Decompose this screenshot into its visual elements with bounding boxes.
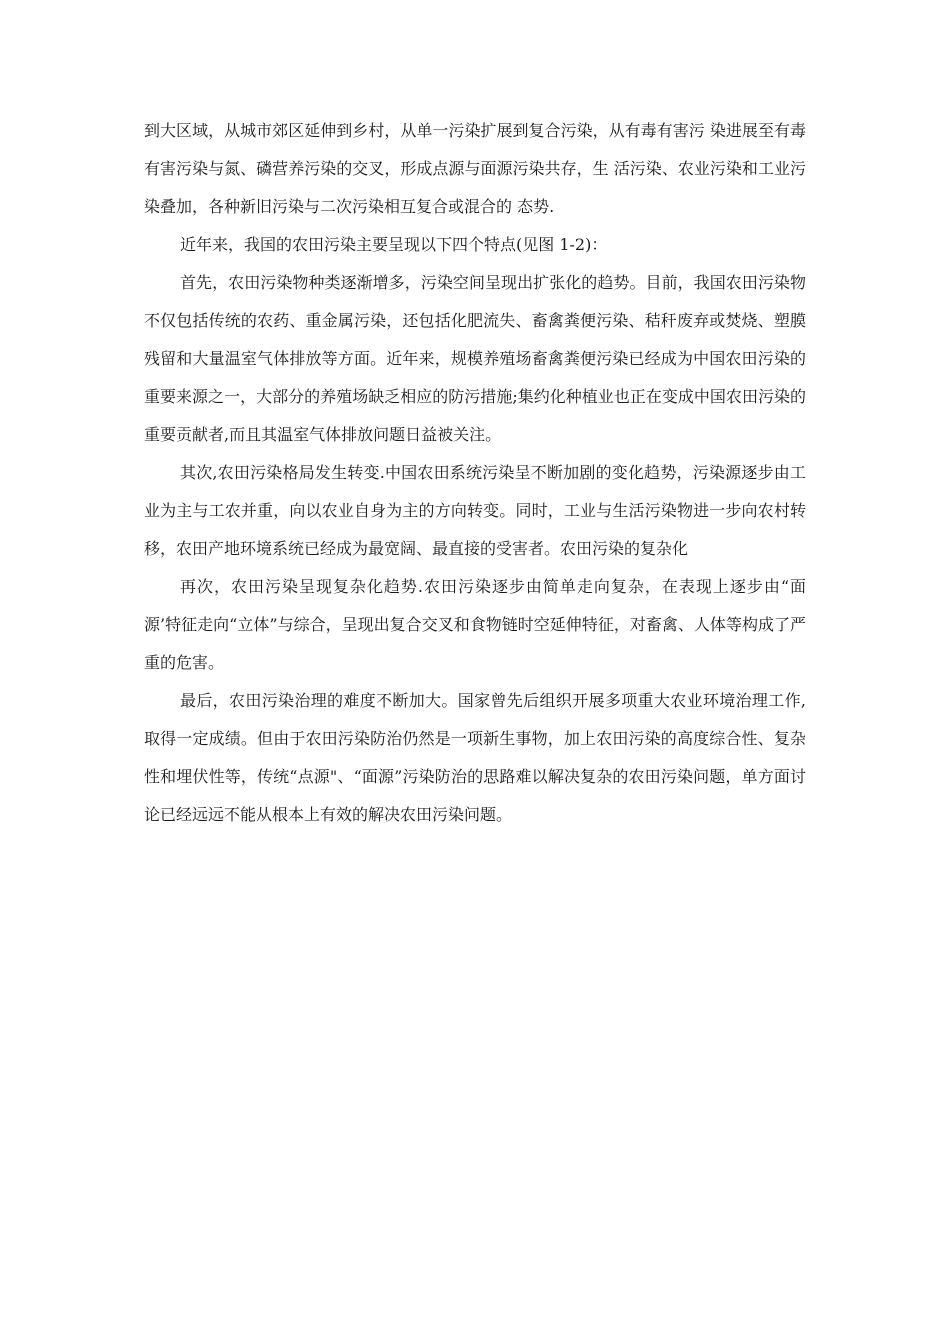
document-body <box>144 112 806 834</box>
paragraph-first-feature: 首先，农田污染物种类逐渐增多，污染空间呈现出扩张化的趋势。目前，我国农田污染物不仅包括传统的农药、重金属污染，还包括化肥流失、畜禽粪便污染、秸秆废弃或焚烧、塑膜残留和大量温室气体排放等方面。近年来，规模养殖场畜禽粪便污染已经成为中国农田污染的重要来源之一，大部分的养殖场缺乏相应的防污措施;集约化种植业也正在变成中国农田污染的重要贡献者,而且其温室气体排放问题日益被关注。 <box>144 273 806 444</box>
paragraph-intro-four-features: 近年来，我国的农田污染主要呈现以下四个特点(见图 1-2)： <box>180 235 608 254</box>
paragraph-third-feature: 再次，农田污染呈现复杂化趋势.农田污染逐步由简单走向复杂，在表现上逐步由“面源’特征走向“立体”与综合，呈现出复合交叉和食物链时空延伸特征，对畜禽、人体等构成了严重的危害。 <box>144 577 806 672</box>
paragraph-fourth-feature: 最后，农田污染治理的难度不断加大。国家曾先后组织开展多项重大农业环境治理工作,取得一定成绩。但由于农田污染防治仍然是一项新生事物，加上农田污染的高度综合性、复杂性和埋伏性等，传统“点源"、“面源”污染防治的思路难以解决复杂的农田污染问题，单方面讨论已经远远不能从根本上有效的解决农田污染问题。 <box>144 691 806 824</box>
paragraph-continuation: 到大区域，从城市郊区延伸到乡村，从单一污染扩展到复合污染，从有毒有害污 染进展至有毒有害污染与氮、磷营养污染的交叉，形成点源与面源污染共存，生 活污染、农业污染和工业污染叠加，各种新旧污染与二次污染相互复合或混合的 态势. <box>144 121 806 216</box>
paragraph-second-feature: 其次,农田污染格局发生转变.中国农田系统污染呈不断加剧的变化趋势，污染源逐步由工业为主与工农并重，向以农业自身为主的方向转变。同时，工业与生活污染物进一步向农村转移，农田产地环境系统已经成为最宽阔、最直接的受害者。农田污染的复杂化 <box>144 463 806 558</box>
